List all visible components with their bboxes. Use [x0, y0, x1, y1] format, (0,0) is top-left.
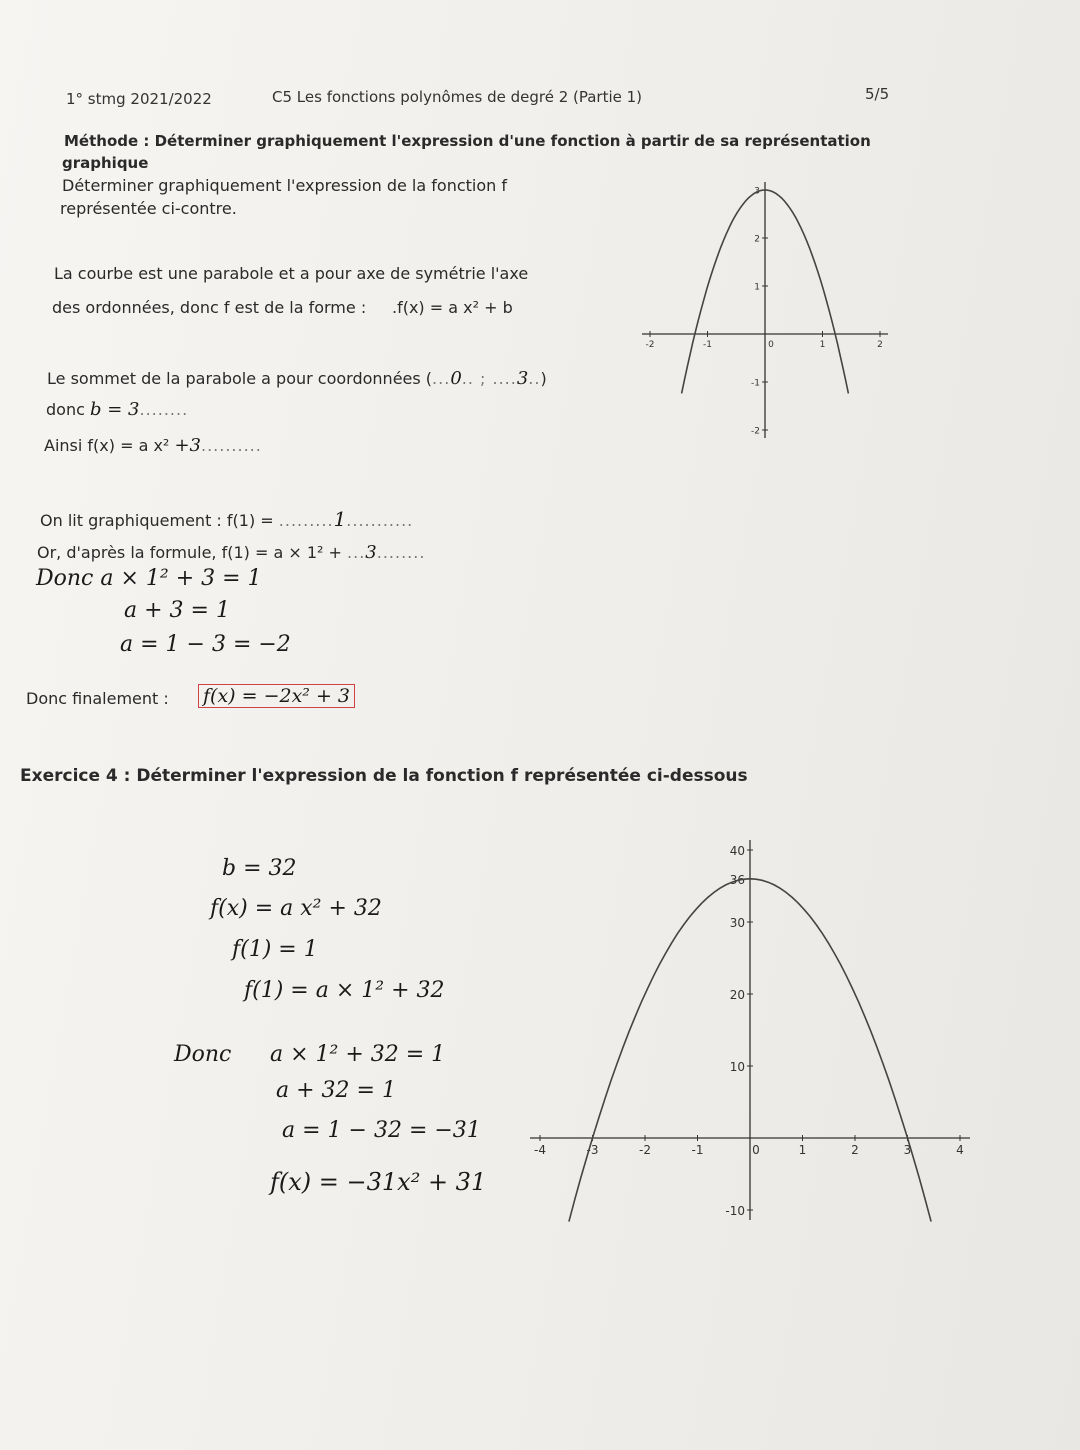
formula-label: Or, d'après la formule, f(1) = a × 1² + [37, 543, 342, 562]
function-form: .f(x) = a x² + b [392, 298, 513, 317]
exercise-work-line1: b = 32 [222, 856, 297, 881]
donc-value: b = 3 [89, 399, 140, 420]
axis-text-line1: La courbe est une parabole et a pour axe de symétrie l'axe [54, 264, 529, 283]
final-label: Donc finalement : [26, 689, 169, 708]
exercise-title: Exercice 4 : Déterminer l'expression de la fonction f représentée ci-dessous [20, 766, 748, 786]
method-work-line3: a = 1 − 3 = −2 [120, 632, 291, 657]
x-tick-label: -1 [703, 340, 712, 350]
ainsi-value: +3 [174, 435, 201, 456]
method-instruction-line1: Déterminer graphiquement l'expression de la fonction f [62, 176, 507, 195]
page-number: 5/5 [865, 85, 890, 103]
x-tick-label: -1 [691, 1143, 704, 1157]
exercise-work-line8: f(x) = −31x² + 31 [270, 1168, 487, 1196]
y-tick-label: -10 [725, 1204, 745, 1218]
x-tick-label: -4 [534, 1143, 546, 1157]
vertex-text: Le sommet de la parabole a pour coordonnées (...0.. ; ....3..) [47, 368, 547, 389]
axis-text-line2: des ordonnées, donc f est de la forme : [52, 298, 367, 317]
ainsi-line: Ainsi f(x) = a x² +3.......... [44, 435, 262, 456]
class-year: 1° stmg 2021/2022 [66, 90, 212, 108]
y-tick-label: -1 [751, 378, 760, 389]
x-tick-label: 0 [752, 1143, 760, 1157]
vertex-x: 0 [450, 368, 462, 389]
x-tick-label: 2 [851, 1143, 859, 1157]
exercise-work-line3: f(1) = 1 [232, 937, 318, 962]
y-tick-label: 3 [754, 186, 760, 197]
x-tick-label: 0 [768, 340, 774, 350]
exercise-work-line6: a + 32 = 1 [276, 1078, 396, 1103]
formula-value: 3 [365, 542, 377, 563]
method-title-line1: Méthode : Déterminer graphiquement l'expression d'une fonction à partir de sa représentation [64, 132, 871, 150]
x-tick-label: -2 [639, 1143, 651, 1157]
exercise-work-donc: Donc [174, 1042, 232, 1067]
y-tick-label: 10 [729, 1060, 745, 1074]
vertex-y: 3 [516, 368, 529, 389]
method-title-line2: graphique [62, 154, 149, 172]
chart-exercise-parabola [520, 830, 980, 1310]
chapter-title: C5 Les fonctions polynômes de degré 2 (Partie 1) [272, 88, 643, 106]
exercise-work-line7: a = 1 − 32 = −31 [282, 1118, 481, 1143]
final-answer: f(x) = −2x² + 3 [198, 684, 355, 708]
method-work-line2: a + 3 = 1 [124, 598, 230, 623]
x-tick-label: 1 [798, 1143, 807, 1157]
read-label: On lit graphiquement : f(1) = [40, 511, 274, 530]
exercise-work-line4: f(1) = a × 1² + 32 [244, 978, 445, 1003]
donc-label: donc [46, 400, 85, 419]
x-tick-label: 3 [903, 1143, 912, 1157]
x-tick-label: 2 [877, 340, 883, 350]
x-tick-label: -3 [586, 1143, 599, 1157]
formula-line: Or, d'après la formule, f(1) = a × 1² + ...3........ [37, 542, 426, 563]
x-tick-label: -2 [645, 340, 655, 350]
y-tick-label: 40 [729, 844, 745, 858]
exercise-work-line2: f(x) = a x² + 32 [210, 896, 382, 921]
x-tick-label: 1 [819, 340, 826, 350]
donc-line: donc b = 3........ [46, 399, 189, 420]
method-instruction-line2: représentée ci-contre. [60, 199, 237, 218]
read-value: 1 [333, 507, 347, 531]
y-tick-label: 2 [754, 234, 760, 245]
vertex-close: ) [540, 369, 547, 388]
vertex-label: Le sommet de la parabole a pour coordonnées ( [47, 369, 433, 388]
y-tick-label: -2 [751, 426, 760, 437]
y-tick-label: 36 [729, 872, 745, 887]
chart-method-parabola [630, 175, 910, 495]
y-tick-label: 30 [729, 916, 745, 930]
exercise-work-line5: a × 1² + 32 = 1 [270, 1042, 446, 1067]
x-tick-label: 4 [956, 1143, 964, 1157]
method-work-line1: Donc a × 1² + 3 = 1 [36, 566, 262, 591]
y-tick-label: 1 [754, 282, 760, 293]
read-line: On lit graphiquement : f(1) = .........1........... [40, 507, 414, 531]
ainsi-label: Ainsi f(x) = a x² [44, 436, 170, 455]
y-tick-label: 20 [729, 988, 745, 1002]
